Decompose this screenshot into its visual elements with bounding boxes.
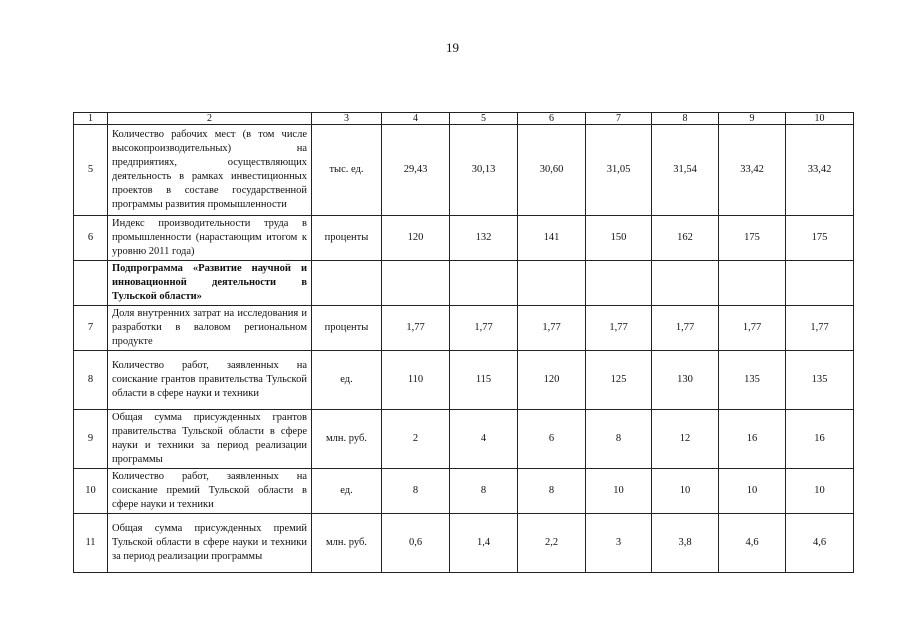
value-cell: 135 (786, 351, 854, 410)
unit-cell: ед. (312, 351, 382, 410)
value-cell: 0,6 (382, 514, 450, 573)
subprogram-title: Подпрограмма «Развитие научной и инновационной деятельности в Тульской области» (108, 261, 312, 306)
value-cell: 30,60 (518, 125, 586, 216)
value-cell: 33,42 (786, 125, 854, 216)
indicator-description: Количество работ, заявленных на соискание грантов правительства Тульской области в сфере науки и техники (108, 351, 312, 410)
indicator-description: Индекс производительности труда в промышленности (нарастающим итогом к уровню 2011 года) (108, 216, 312, 261)
value-cell: 8 (450, 469, 518, 514)
unit-cell: тыс. ед. (312, 125, 382, 216)
column-header: 5 (450, 113, 518, 125)
value-cell: 2 (382, 410, 450, 469)
value-cell: 115 (450, 351, 518, 410)
value-cell: 4 (450, 410, 518, 469)
indicator-description: Доля внутренних затрат на исследования и разработки в валовом региональном продукте (108, 306, 312, 351)
empty-cell (518, 261, 586, 306)
value-cell: 132 (450, 216, 518, 261)
column-header: 10 (786, 113, 854, 125)
value-cell: 10 (719, 469, 786, 514)
row-number: 11 (74, 514, 108, 573)
table-row (74, 469, 854, 514)
table-row (74, 514, 854, 573)
table-row (74, 125, 854, 216)
indicator-description: Количество рабочих мест (в том числе высокопроизводительных) на предприятиях, осуществляющих деятельность в рамках инвестиционных проектов в составе государственной программы развития промышленности (108, 125, 312, 216)
table-row (74, 410, 854, 469)
value-cell: 1,4 (450, 514, 518, 573)
empty-cell (312, 261, 382, 306)
column-header: 8 (652, 113, 719, 125)
indicator-description: Общая сумма присужденных грантов правительства Тульской области в сфере науки и техники за период реализации программы (108, 410, 312, 469)
empty-cell (786, 261, 854, 306)
unit-cell: ед. (312, 469, 382, 514)
empty-cell (382, 261, 450, 306)
value-cell: 8 (518, 469, 586, 514)
value-cell: 175 (719, 216, 786, 261)
column-header: 9 (719, 113, 786, 125)
value-cell: 1,77 (382, 306, 450, 351)
row-number: 9 (74, 410, 108, 469)
empty-cell (652, 261, 719, 306)
value-cell: 1,77 (786, 306, 854, 351)
indicator-description: Количество работ, заявленных на соискание премий Тульской области в сфере науки и техники (108, 469, 312, 514)
indicators-table (73, 112, 854, 573)
subprogram-row (74, 261, 854, 306)
column-header: 4 (382, 113, 450, 125)
page-number: 19 (446, 40, 459, 55)
unit-cell: млн. руб. (312, 410, 382, 469)
value-cell: 125 (586, 351, 652, 410)
value-cell: 141 (518, 216, 586, 261)
unit-cell: проценты (312, 306, 382, 351)
value-cell: 150 (586, 216, 652, 261)
value-cell: 10 (786, 469, 854, 514)
row-number: 5 (74, 125, 108, 216)
value-cell: 1,77 (719, 306, 786, 351)
column-header: 6 (518, 113, 586, 125)
column-header: 1 (74, 113, 108, 125)
value-cell: 1,77 (652, 306, 719, 351)
row-number: 8 (74, 351, 108, 410)
value-cell: 10 (652, 469, 719, 514)
value-cell: 162 (652, 216, 719, 261)
value-cell: 1,77 (450, 306, 518, 351)
value-cell: 110 (382, 351, 450, 410)
table-row (74, 216, 854, 261)
row-number: 7 (74, 306, 108, 351)
empty-cell (586, 261, 652, 306)
value-cell: 3 (586, 514, 652, 573)
value-cell: 2,2 (518, 514, 586, 573)
value-cell: 30,13 (450, 125, 518, 216)
value-cell: 10 (586, 469, 652, 514)
unit-cell: проценты (312, 216, 382, 261)
value-cell: 135 (719, 351, 786, 410)
value-cell: 8 (586, 410, 652, 469)
value-cell: 4,6 (786, 514, 854, 573)
value-cell: 16 (719, 410, 786, 469)
indicator-description: Общая сумма присужденных премий Тульской области в сфере науки и техники за период реализации программы (108, 514, 312, 573)
value-cell: 12 (652, 410, 719, 469)
unit-cell: млн. руб. (312, 514, 382, 573)
table-row (74, 306, 854, 351)
empty-cell (719, 261, 786, 306)
value-cell: 175 (786, 216, 854, 261)
table-row (74, 351, 854, 410)
value-cell: 1,77 (586, 306, 652, 351)
empty-cell (74, 261, 108, 306)
row-number: 6 (74, 216, 108, 261)
value-cell: 16 (786, 410, 854, 469)
row-number: 10 (74, 469, 108, 514)
column-header: 2 (108, 113, 312, 125)
value-cell: 130 (652, 351, 719, 410)
value-cell: 3,8 (652, 514, 719, 573)
value-cell: 29,43 (382, 125, 450, 216)
value-cell: 8 (382, 469, 450, 514)
column-header: 7 (586, 113, 652, 125)
value-cell: 31,54 (652, 125, 719, 216)
value-cell: 6 (518, 410, 586, 469)
value-cell: 31,05 (586, 125, 652, 216)
value-cell: 4,6 (719, 514, 786, 573)
value-cell: 120 (382, 216, 450, 261)
column-header: 3 (312, 113, 382, 125)
column-number-row (74, 113, 854, 125)
value-cell: 120 (518, 351, 586, 410)
value-cell: 33,42 (719, 125, 786, 216)
value-cell: 1,77 (518, 306, 586, 351)
empty-cell (450, 261, 518, 306)
